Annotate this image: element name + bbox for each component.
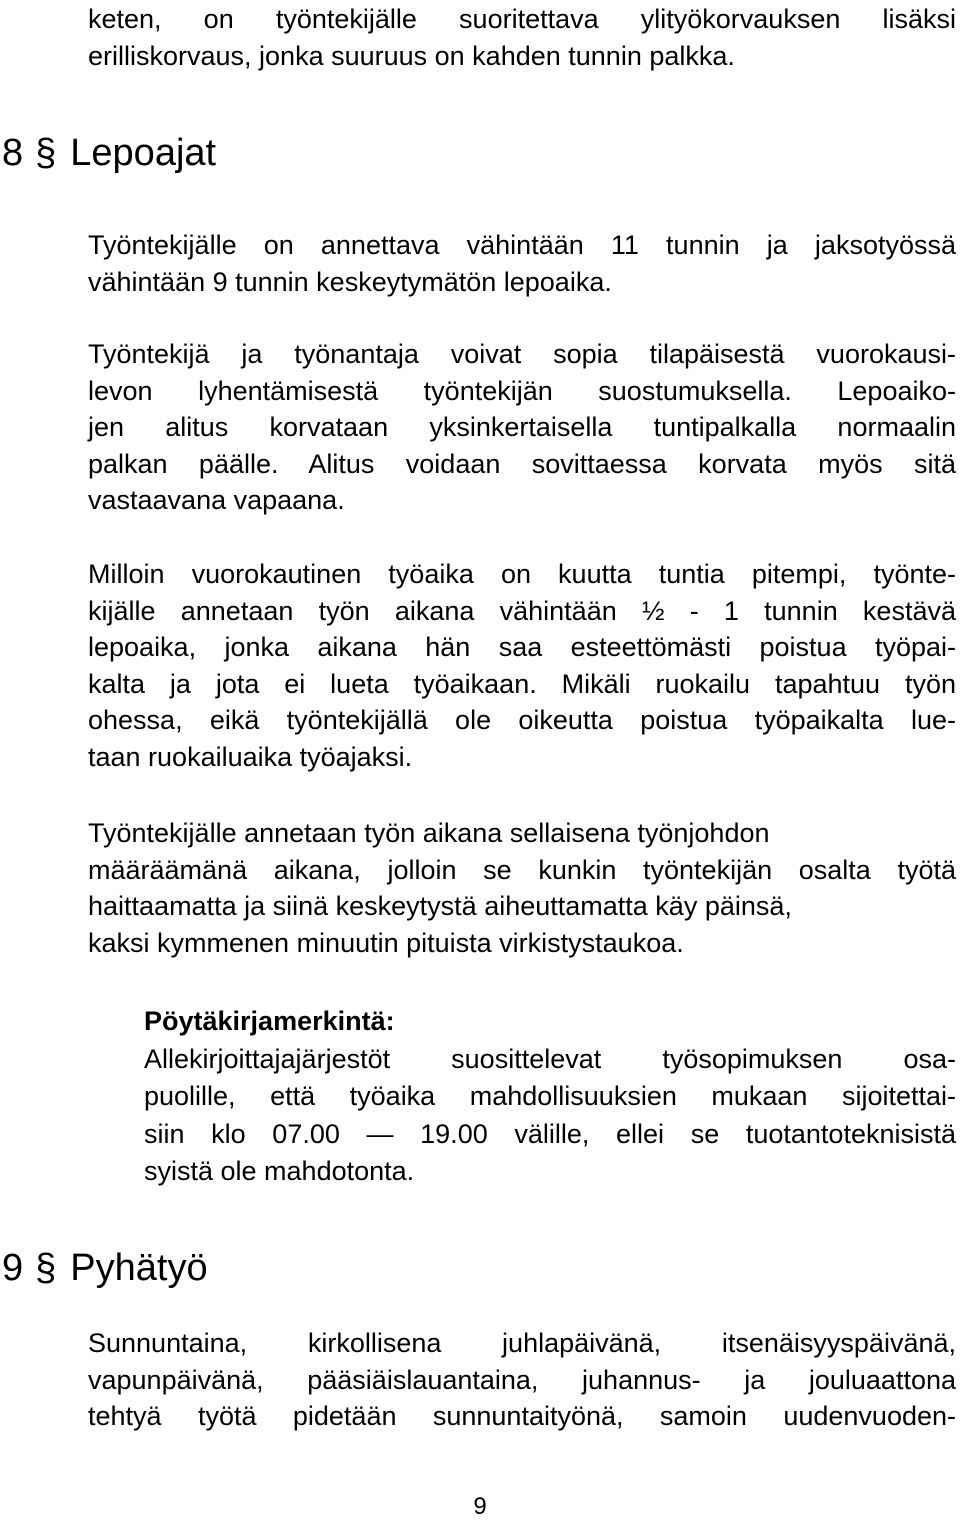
section-title: Lepoajat	[70, 132, 217, 174]
text-line: siin klo 07.00 — 19.00 välille, ellei se tuotantoteknisistä	[144, 1118, 956, 1149]
text-line: Allekirjoittajajärjestöt suosittelevat työsopimuksen osa-	[144, 1043, 956, 1074]
text-line: Milloin vuorokautinen työaika on kuutta tuntia pitempi, työnte-	[88, 559, 956, 589]
text-line: puolille, että työaika mahdollisuuksien mukaan sijoitettai-	[144, 1081, 956, 1111]
text-line: vähintään 9 tunnin keskeytymätön lepoaika.	[88, 266, 612, 297]
section-8-paragraph-3	[88, 556, 956, 775]
text-line: erilliskorvaus, jonka suuruus on kahden tunnin palkka.	[88, 40, 735, 71]
section-number: 8	[2, 132, 24, 174]
text-line: haittaamatta ja siinä keskeytystä aiheuttamatta käy päinsä,	[88, 891, 792, 921]
text-line: tehtyä työtä pidetään sunnuntaityönä, samoin uudenvuoden-	[88, 1401, 956, 1431]
section-symbol: §	[35, 1247, 57, 1289]
section-9-paragraph-1	[88, 1325, 956, 1435]
text-line: Työntekijälle on annettava vähintään 11 tunnin ja jaksotyössä	[88, 230, 956, 260]
section-number: 9	[2, 1247, 24, 1289]
text-line: jen alitus korvataan yksinkertaisella tuntipalkalla normaalin	[88, 412, 956, 442]
text-line: keten, on työntekijälle suoritettava ylityökorvauksen lisäksi	[88, 4, 956, 34]
text-line: syistä ole mahdotonta.	[144, 1156, 415, 1186]
text-line: Sunnuntaina, kirkollisena juhlapäivänä, itsenäisyyspäivänä,	[88, 1328, 956, 1358]
section-8-paragraph-1	[88, 227, 956, 300]
text-line: kaksi kymmenen minuutin pituista virkistystaukoa.	[88, 927, 684, 958]
text-line: Työntekijä ja työnantaja voivat sopia tilapäisestä vuorokausi-	[88, 339, 956, 369]
intro-paragraph	[88, 1, 956, 74]
text-line: Työntekijälle annetaan työn aikana sellaisena työnjohdon	[88, 818, 770, 848]
text-line: taan ruokailuaika työajaksi.	[88, 741, 413, 772]
text-line: levon lyhentämisestä työntekijän suostumuksella. Lepoaiko-	[88, 375, 956, 406]
section-8-paragraph-4	[88, 815, 956, 961]
section-title: Pyhätyö	[70, 1247, 208, 1289]
text-line: kijälle annetaan työn aikana vähintään ½ - 1 tunnin kestävä	[88, 595, 956, 626]
text-line: vapunpäivänä, pääsiäislauantaina, juhannus- ja jouluaattona	[88, 1364, 956, 1395]
protocol-note	[144, 1003, 956, 1191]
text-line: palkan päälle. Alitus voidaan sovittaessa korvata myös sitä	[88, 448, 956, 479]
text-line: ohessa, eikä työntekijällä ole oikeutta poistua työpaikalta lue-	[88, 705, 956, 735]
note-title: Pöytäkirjamerkintä:	[144, 1006, 395, 1036]
text-line: kalta ja jota ei lueta työaikaan. Mikäli ruokailu tapahtuu työn	[88, 668, 956, 699]
section-8-heading	[2, 131, 216, 175]
section-8-paragraph-2	[88, 336, 956, 519]
text-line: määräämänä aikana, jolloin se kunkin työntekijän osalta työtä	[88, 854, 956, 885]
text-line: vastaavana vapaana.	[88, 485, 345, 515]
section-9-heading	[2, 1246, 208, 1290]
section-symbol: §	[35, 132, 57, 174]
page-number: 9	[473, 1493, 487, 1520]
text-line: lepoaika, jonka aikana hän saa esteettömästi poistua työpai-	[88, 632, 956, 662]
